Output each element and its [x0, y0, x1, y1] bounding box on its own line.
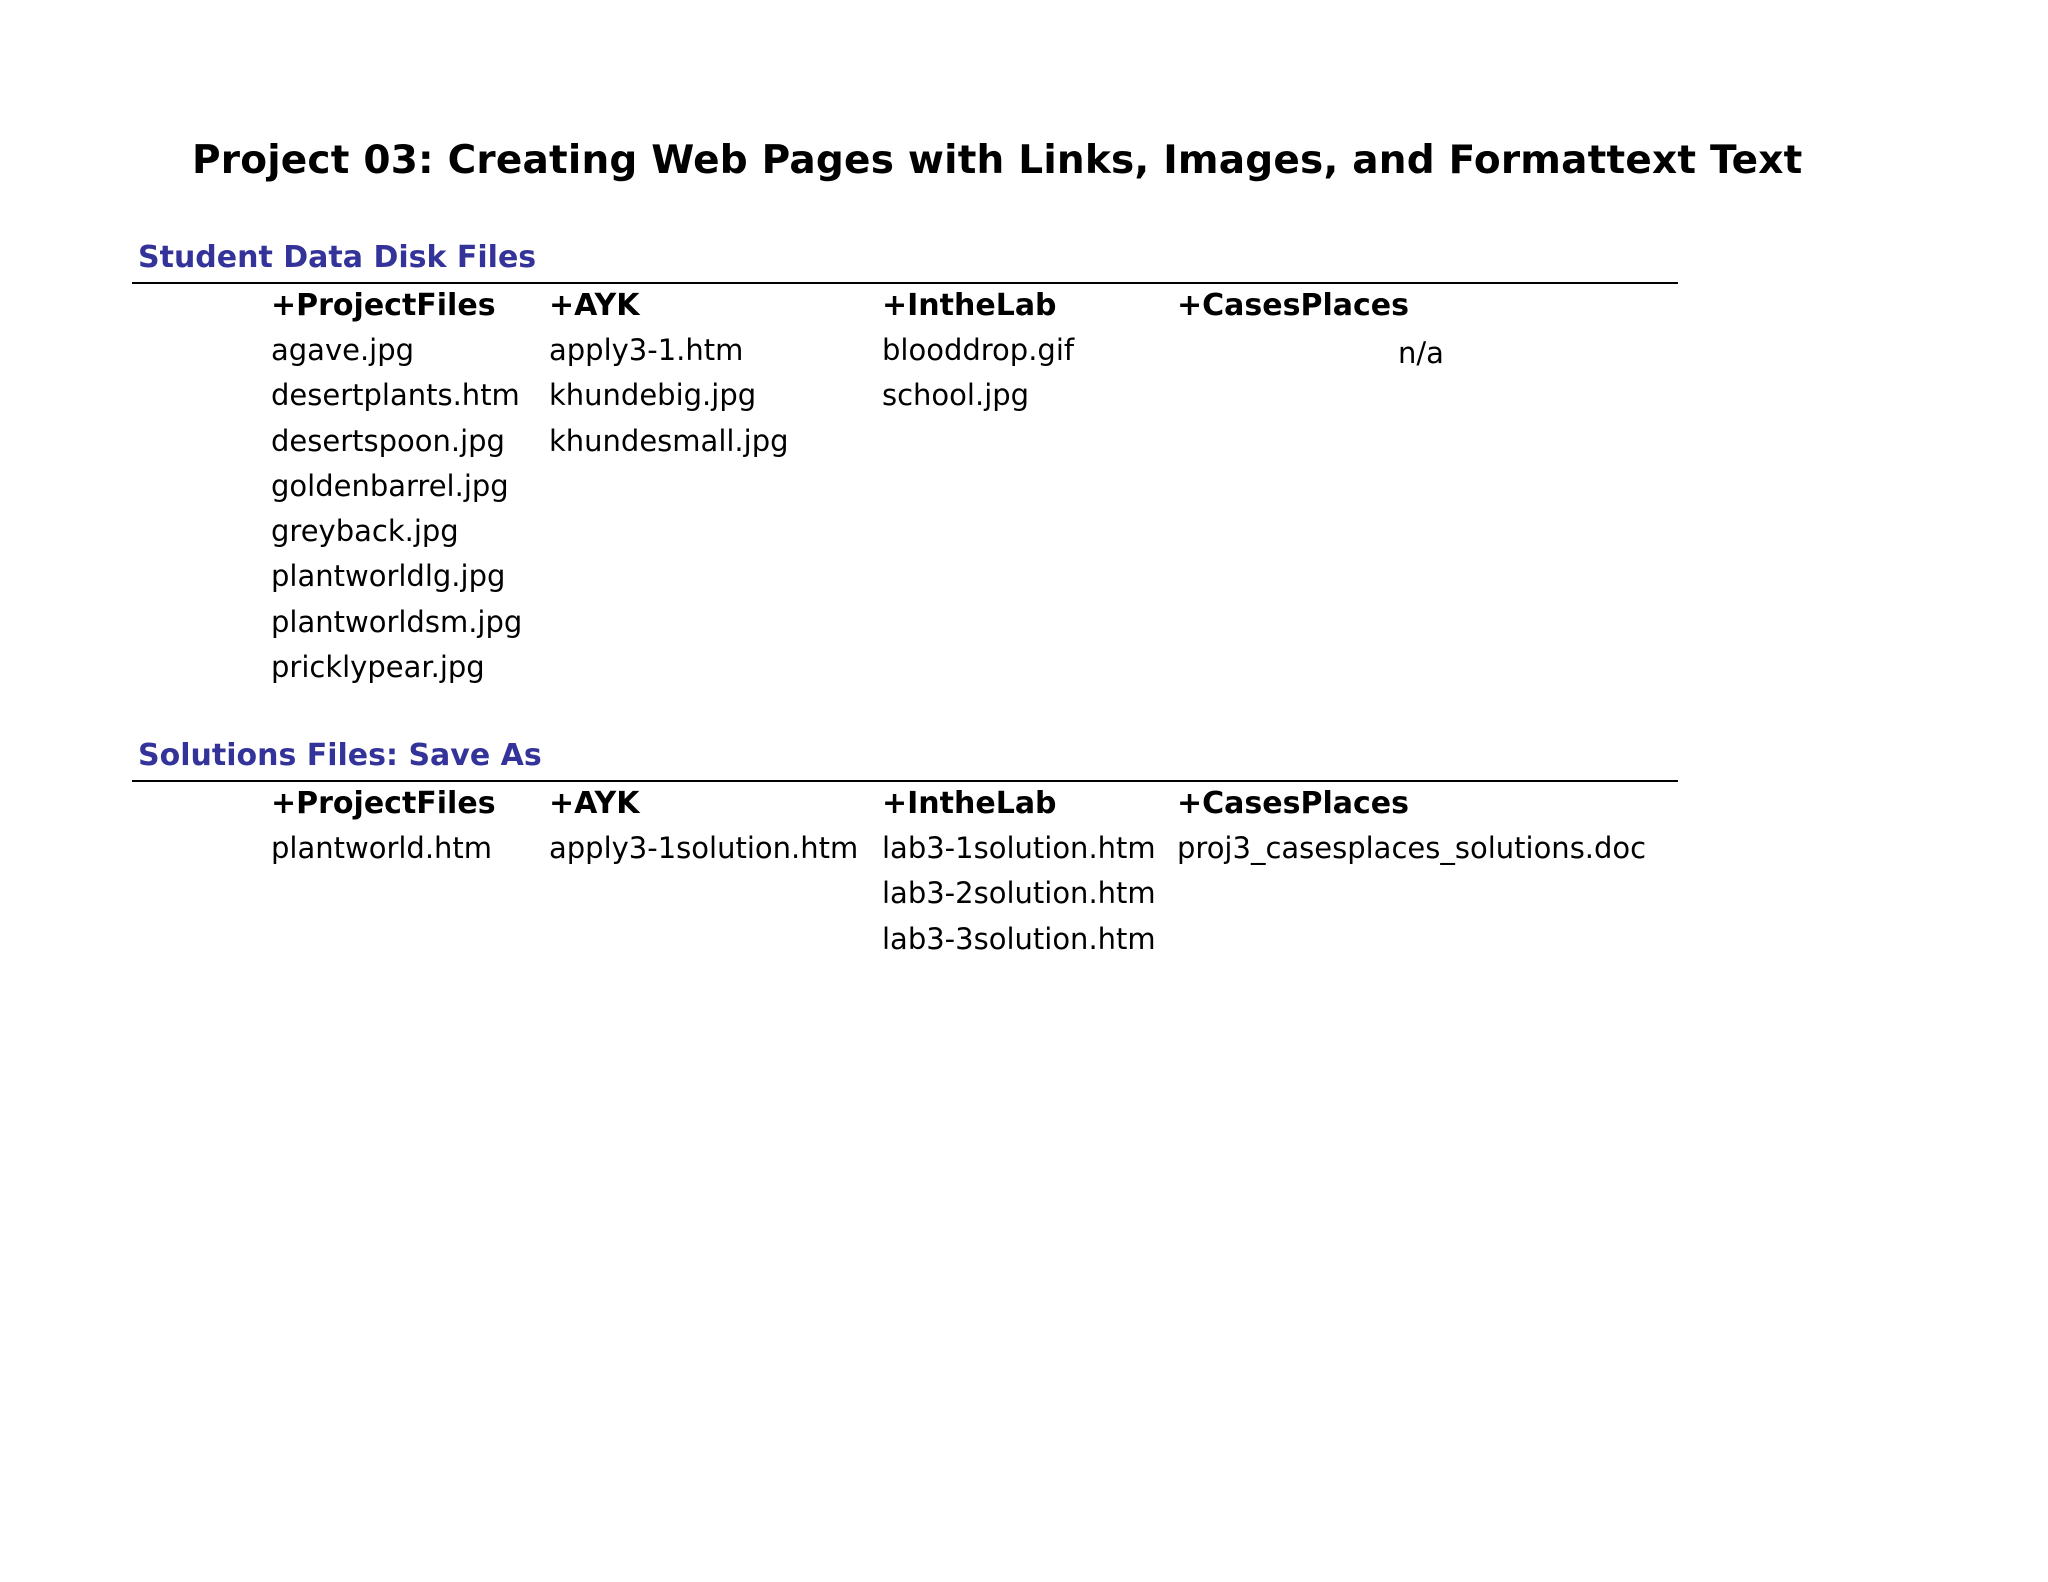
column-header: +CasesPlaces — [1177, 288, 1409, 323]
file-name: plantworldsm.jpg — [271, 604, 523, 639]
solutions-column — [1177, 781, 1646, 871]
column-header: +ProjectFiles — [271, 288, 496, 323]
solutions-column — [549, 781, 858, 871]
file-name: lab3-1solution.htm — [882, 831, 1156, 865]
column-header: +IntheLab — [882, 288, 1057, 323]
file-name: proj3_casesplaces_solutions.doc — [1177, 831, 1647, 865]
file-name: pricklypear.jpg — [271, 650, 485, 685]
student-column — [549, 283, 789, 464]
column-header: +ProjectFiles — [271, 786, 496, 821]
file-name: goldenbarrel.jpg — [271, 468, 509, 503]
column-header: +AYK — [549, 288, 640, 323]
column-header: +CasesPlaces — [1177, 786, 1409, 821]
file-name: khundebig.jpg — [549, 378, 757, 413]
file-name: apply3-1.htm — [549, 333, 744, 367]
file-name: blooddrop.gif — [882, 333, 1075, 367]
file-name: greyback.jpg — [271, 514, 459, 549]
file-name: khundesmall.jpg — [549, 423, 789, 458]
student-data-heading: Student Data Disk Files — [138, 240, 537, 275]
solutions-column — [271, 781, 496, 871]
page-title: Project 03: Creating Web Pages with Links, Images, and Formattext Text — [192, 138, 1803, 183]
file-name: desertplants.htm — [271, 378, 520, 413]
student-column — [1177, 283, 1409, 328]
file-name: plantworldlg.jpg — [271, 559, 506, 594]
file-name: lab3-2solution.htm — [882, 876, 1156, 911]
file-name: agave.jpg — [271, 333, 415, 367]
solutions-column — [882, 781, 1156, 962]
student-column — [271, 283, 522, 690]
cases-places-na: n/a — [1398, 336, 1444, 370]
file-name: desertspoon.jpg — [271, 423, 505, 458]
file-name: lab3-3solution.htm — [882, 921, 1156, 956]
file-name: plantworld.htm — [271, 831, 493, 865]
file-name: school.jpg — [882, 378, 1030, 413]
column-header: +AYK — [549, 786, 640, 821]
solutions-heading: Solutions Files: Save As — [138, 738, 542, 773]
column-header: +IntheLab — [882, 786, 1057, 821]
student-column — [882, 283, 1074, 419]
file-name: apply3-1solution.htm — [549, 831, 859, 865]
